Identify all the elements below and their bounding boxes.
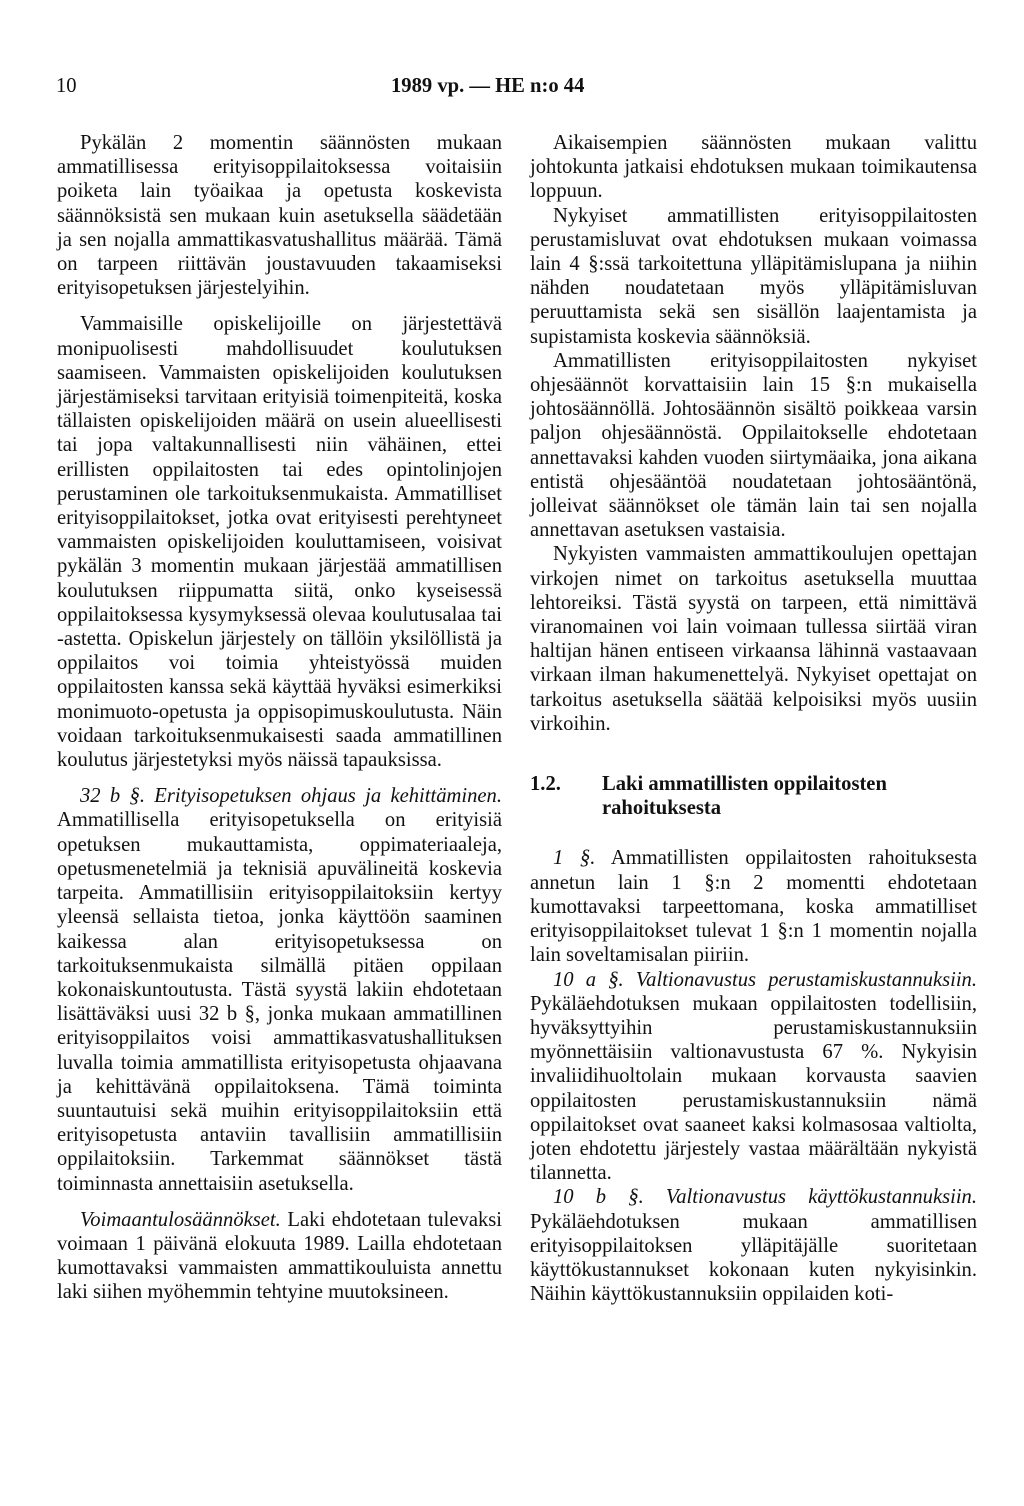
section-heading <box>530 772 977 820</box>
section-title: Laki ammatillisten oppilaitosten rahoituksesta <box>602 773 887 820</box>
paragraph-text: Ammatillisten oppilaitosten rahoituksesta annetun lain 1 §:n 2 momentti ehdotetaan kumottavaksi tarpeettomana, koska ammatilliset erityisoppilaitokset tulevat 1 §:n 1 momentin nojalla lain soveltamisalan piiriin. <box>530 847 978 967</box>
page-number: 10 <box>56 75 77 97</box>
paragraph: Vammaisille opiskelijoille on järjestettävä monipuolisesti mahdollisuudet koulutuksen saamiseen. Vammaisten opiskelijoiden koulutuksen järjestämiseksi tarvitaan erityisiä toimenpiteitä, koska tällaisten opiskelijoiden määrä on usein alueellisesti tai jopa valtakunnallisesti niin vähäinen, ettei erillisten oppilaitosten tai edes opintolinjojen perustaminen ole tarkoituksenmukaista. Ammatilliset erityisoppilaitokset, jotka ovat erityisesti perehtyneet vammaisten opiskelijoiden kouluttamiseen, voisivat pykälän 3 momentin mukaan järjestää ammatillisen koulutuksen riippumatta siitä, onko kyseisessä oppilaitoksessa kysymyksessä olevaa koulutusalaa tai -astetta. Opiskelun järjestely on tällöin yksilöllistä ja oppilaitos voi toimia yhteistyössä muiden oppilaitosten kanssa sekä käyttää hyväksi esimerkiksi monimuoto-opetusta ja oppisopimuskoulutusta. Näin voidaan tarkoituksenmukaisesti saada ammatillinen koulutus järjestetyksi myös näissä tapauksissa. <box>57 313 502 772</box>
paragraph <box>530 1185 977 1306</box>
paragraph-text: Ammatillisella erityisopetuksella on erityisiä opetuksen mukauttamista, oppimateriaaleja, opetusmenetelmiä ja teknisiä apuvälineitä koskevia tarpeita. Ammatillisiin erityisoppilaitoksiin kertyy yleensä sellaista tietoa, jonka käyttöön saaminen kaikessa alan erityisopetuksessa on tarkoituksenmukaista silmällä pitäen oppilaan kokonaiskuntoutusta. Tästä syystä lakiin ehdotetaan lisättäväksi uusi 32 b §, jonka mukaan ammatillinen erityisoppilaitos voisi ammattikasvatushallituksen luvalla toimia ammatillista erityisopetusta ohjaavana ja kehittävänä oppilaitoksena. Tämä toiminta suuntautuisi sekä muihin erityisoppilaitoksiin että erityisopetusta antaviin tavallisiin ammatillisiin oppilaitoksiin. Tarkemmat säännökset tästä toiminnasta annettaisiin asetuksella. <box>57 809 502 1195</box>
paragraph <box>57 784 502 1195</box>
section-ref: 1 §. <box>553 847 596 870</box>
page-header <box>56 74 976 104</box>
paragraph: Pykälän 2 momentin säännösten mukaan ammatillisessa erityisoppilaitoksessa voitaisiin poiketa lain työaikaa ja opetusta koskevista säännöksistä sen mukaan kuin asetuksella säädetään ja sen nojalla ammattikasvatushallitus määrää. Tämä on tarpeen riittävän joustavuuden takaamiseksi erityisopetuksen järjestelyihin. <box>57 132 502 300</box>
right-column <box>530 131 977 1306</box>
paragraph: Aikaisempien säännösten mukaan valittu johtokunta jatkaisi ehdotuksen mukaan toimikautensa loppuun. <box>530 132 977 203</box>
paragraph: Ammatillisten erityisoppilaitosten nykyiset ohjesäännöt korvattaisiin lain 15 §:n mukaisella johtosäännöllä. Johtosäännön sisältö poikkeaa varsin paljon ohjesäännöstä. Oppilaitokselle ehdotetaan annettavaksi kahden vuoden siirtymäaika, jona aikana entistä ohjesääntöä noudatetaan johtosääntönä, jolleivat säännökset ole tämän lain tai sen nojalla annettavan asetuksen vastaisia. <box>530 349 977 542</box>
section-ref: Voimaantulosäännökset. <box>80 1208 281 1231</box>
paragraph: Nykyiset ammatillisten erityisoppilaitosten perustamisluvat ovat ehdotuksen mukaan voimassa lain 4 §:ssä tarkoitettuna ylläpitämislupana ja niihin nähden noudatetaan myös ylläpitämisluvan peruuttamista sekä sen sisällön laajentamista ja supistamista koskevia säännöksiä. <box>530 204 977 348</box>
left-column <box>57 131 502 1305</box>
paragraph: Nykyisten vammaisten ammattikoulujen opettajan virkojen nimet on tarkoitus asetuksella muuttaa lehtoreiksi. Tästä syystä on tarpeen, että nimittävä viranomainen voi lain voimaan tullessa siirtää viran haltijan hänen entiseen virkaansa lähinnä vastaavaan virkaan ilman hakumenettelyä. Nykyiset opettajat on tarkoitus asetuksella säätää kelpoisiksi myös uusiin virkoihin. <box>530 543 977 735</box>
paragraph-text: Pykäläehdotuksen mukaan ammatillisen erityisoppilaitoksen ylläpitäjälle suoritetaan käyttökustannukset kokonaan kuten nykyisinkin. Näihin käyttökustannuksiin oppilaiden koti- <box>530 1210 977 1306</box>
paragraph <box>530 846 977 967</box>
paragraph <box>57 1208 502 1305</box>
running-title: 1989 vp. — HE n:o 44 <box>391 75 585 97</box>
section-ref: 32 b §. Erityisopetuksen ohjaus ja kehittäminen. <box>80 785 502 808</box>
section-number: 1.2. <box>530 773 561 796</box>
section-ref: 10 b §. Valtionavustus käyttökustannuksiin. <box>553 1186 977 1209</box>
paragraph-text: Laki ehdotetaan tulevaksi voimaan 1 päivänä elokuuta 1989. Lailla ehdotetaan kumottavaksi vammaisten ammattikouluista annettu laki siihen myöhemmin tehtyine muutoksineen. <box>57 1208 502 1304</box>
paragraph <box>530 968 977 1186</box>
paragraph-text: Pykäläehdotuksen mukaan oppilaitosten todellisiin, hyväksyttyihin perustamiskustannuksiin myönnettäisiin valtionavustusta 67 %. Nykyisin invaliidihuoltolain mukaan korvausta saavien oppilaitosten perustamiskustannuksiin nämä oppilaitokset ovat saaneet kaksi kolmasosaa valtiolta, joten ehdotettu järjestely vastaa määrältään nykyistä tilannetta. <box>530 992 977 1185</box>
section-ref: 10 a §. Valtionavustus perustamiskustannuksiin. <box>553 968 977 991</box>
